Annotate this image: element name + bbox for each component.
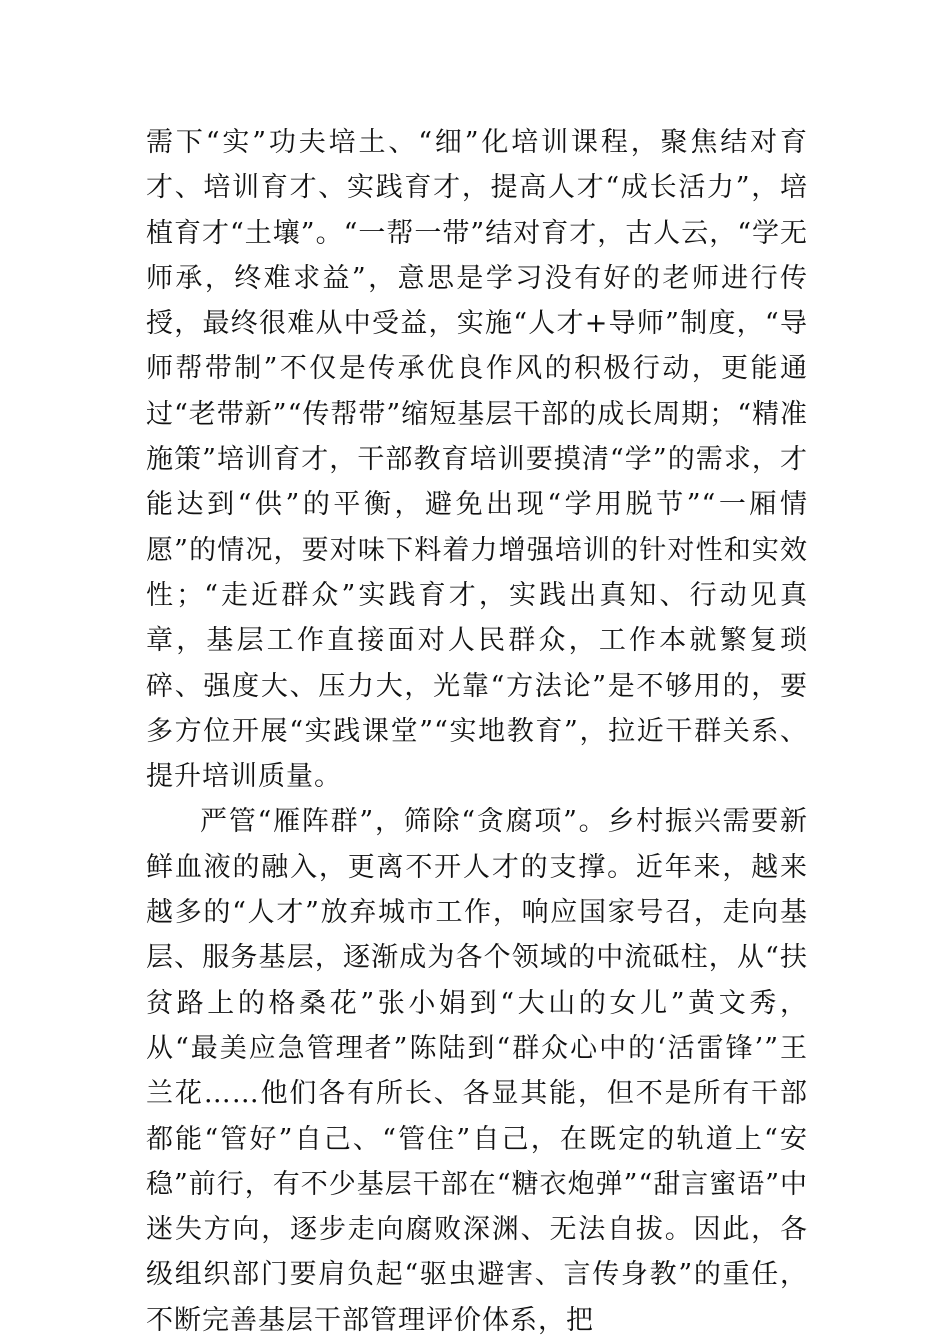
paragraph-strict-management: 严管“雁阵群”，筛除“贪腐项”。乡村振兴需要新鲜血液的融入，更离不开人才的支撑。近年来，越来越多的“人才”放弃城市工作，响应国家号召，走向基层、服务基层，逐渐成为各个领域的中流砥柱，从“扶贫路上的格桑花”张小娟到“大山的女儿”黄文秀，从“最美应急管理者”陈陆到“群众心中的‘活雷锋’”王兰花……他们各有所长、各显其能，但不是所有干部都能“管好”自己、“管住”自己，在既定的轨道上“安稳”前行，有不少基层干部在“糖衣炮弹”“甜言蜜语”中迷失方向，逐步走向腐败深渊、无法自拔。因此，各级组织部门要肩负起“驱虫避害、言传身教”的重任，不断完善基层干部管理评价体系，把 [146,806,809,1336]
paragraph-continuation: 需下“实”功夫培土、“细”化培训课程，聚焦结对育才、培训育才、实践育才，提高人才“成长活力”，培植育才“土壤”。“一帮一带”结对育才，古人云，“学无师承，终难求益”，意思是学习没有好的老师进行传授，最终很难从中受益，实施“人才+导师”制度，“导师帮带制”不仅是传承优良作风的积极行动，更能通过“老带新”“传帮带”缩短基层干部的成长周期；“精准施策”培训育才，干部教育培训要摸清“学”的需求，才能达到“供”的平衡，避免出现“学用脱节”“一厢情愿”的情况，要对味下料着力增强培训的针对性和实效性；“走近群众”实践育才，实践出真知、行动见真章，基层工作直接面对人民群众，工作本就繁复琐碎、强度大、压力大，光靠“方法论”是不够用的，要多方位开展“实践课堂”“实地教育”，拉近干群关系、提升培训质量。 [146,127,809,793]
body-text [146,120,808,1343]
